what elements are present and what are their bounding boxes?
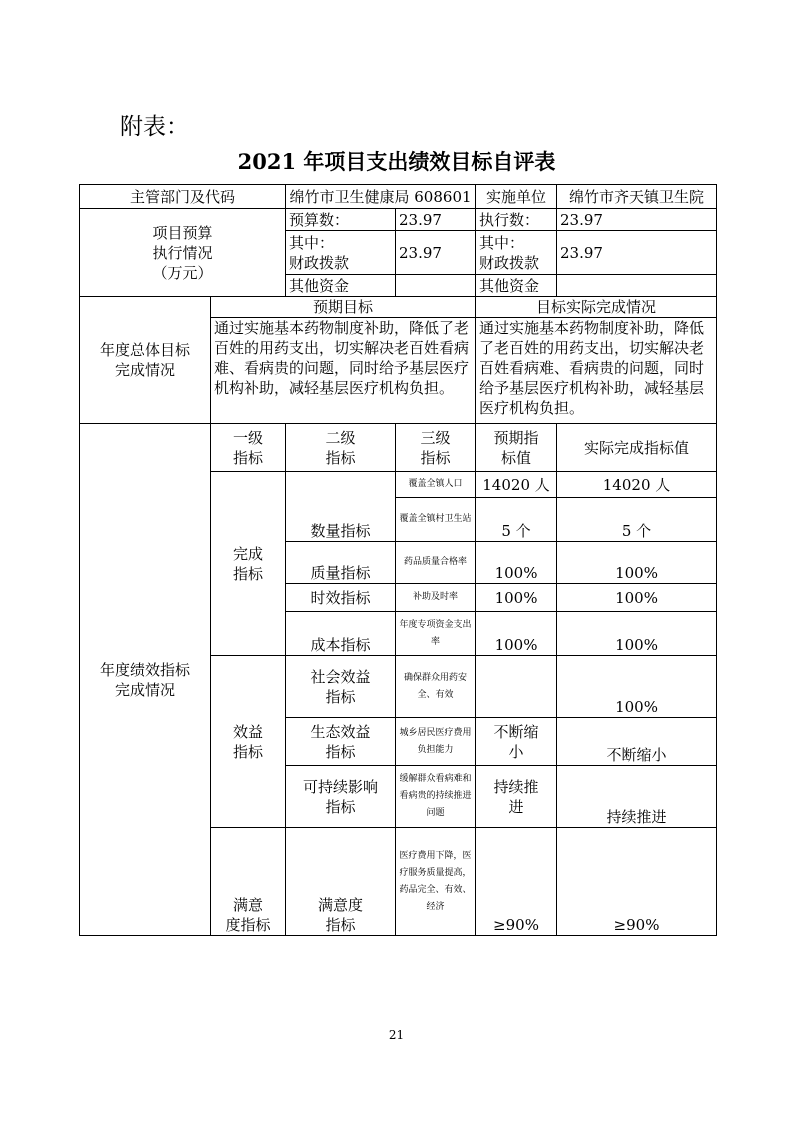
satisfaction-level2	[286, 828, 396, 936]
fiscal-budget-label-line1: 其中：	[289, 233, 335, 252]
social-benefit-line1: 社会效益	[310, 667, 371, 686]
cost-indicator: 成本指标	[286, 612, 396, 656]
budget-label-line1: 项目预算	[152, 223, 213, 242]
expected-value: 100%	[476, 612, 557, 656]
satisfaction-label-line1: 满意	[233, 896, 264, 914]
page-number: 21	[388, 1028, 405, 1042]
other-funds-exec-value	[557, 275, 717, 297]
budget-label-line3: （万元）	[152, 263, 213, 282]
expected-value: 100%	[476, 584, 557, 612]
sustainability-indicator	[286, 766, 396, 828]
completion-indicator-label	[211, 472, 286, 656]
level3-cell: 医疗费用下降，医疗服务质量提高，药品完全、有效、经济	[396, 828, 476, 936]
ecological-benefit-line1: 生态效益	[310, 722, 371, 741]
annual-goal-label	[80, 297, 211, 424]
actual-value: 5 个	[557, 498, 717, 542]
col-level1-header	[211, 424, 286, 472]
actual-value: 持续推进	[557, 766, 717, 828]
fiscal-exec-label-line2: 财政拨款	[479, 253, 540, 272]
level3-cell: 缓解群众看病难和看病贵的持续推进问题	[396, 766, 476, 828]
actual-value: 100%	[557, 612, 717, 656]
fiscal-exec-value: 23.97	[557, 231, 717, 275]
col-level3-header-line2: 指标	[420, 448, 451, 467]
expected-value	[476, 766, 557, 828]
other-funds-value	[396, 275, 476, 297]
col-actual-header: 实际完成指标值	[557, 424, 717, 472]
impl-label: 实施单位	[476, 185, 557, 209]
dept-value: 绵竹市卫生健康局 608601	[286, 185, 476, 209]
expected-value: ≥90%	[476, 828, 557, 936]
benefit-label-line2: 指标	[233, 742, 264, 761]
ecological-benefit-indicator	[286, 718, 396, 766]
indicators-section-label	[80, 424, 211, 936]
satisfaction-label-line2: 度指标	[225, 916, 271, 934]
col-expected-header	[476, 424, 557, 472]
expected-value: 5 个	[476, 498, 557, 542]
col-level1-header-line1: 一级	[233, 428, 264, 447]
indicators-section-label-line2: 完成情况	[114, 680, 175, 699]
fiscal-exec-label-line1: 其中：	[479, 233, 525, 252]
timeliness-indicator: 时效指标	[286, 584, 396, 612]
actual-value: ≥90%	[557, 828, 717, 936]
benefit-label-line1: 效益	[233, 722, 264, 741]
page-title: 2021 年项目支出绩效目标自评表	[237, 149, 556, 174]
budget-amount-value: 23.97	[396, 209, 476, 231]
level3-cell: 年度专项资金支出率	[396, 612, 476, 656]
indicators-section-label-line1: 年度绩效指标	[99, 660, 190, 679]
benefit-indicator-label	[211, 656, 286, 828]
annex-label: 附表：	[120, 114, 189, 140]
level3-cell: 药品质量合格率	[396, 542, 476, 584]
level3-cell: 覆盖全镇人口	[396, 472, 476, 498]
expected-value-line2: 小	[508, 742, 524, 761]
col-level2-header-line2: 指标	[325, 448, 356, 467]
satisfaction-level2-line2: 指标	[325, 916, 356, 934]
self-evaluation-table	[79, 184, 717, 936]
quantity-indicator: 数量指标	[286, 472, 396, 542]
expected-goal-text: 通过实施基本药物制度补助，降低了老百姓的用药支出，切实解决老百姓看病难、看病贵的问题，同时给予基层医疗机构补助，减轻基层医疗机构负担。	[211, 318, 476, 424]
dept-label: 主管部门及代码	[80, 185, 286, 209]
actual-value: 100%	[557, 656, 717, 718]
exec-amount-value: 23.97	[557, 209, 717, 231]
exec-amount-label: 执行数：	[476, 209, 557, 231]
impl-value: 绵竹市齐天镇卫生院	[557, 185, 717, 209]
col-expected-header-line2: 标值	[501, 448, 532, 467]
satisfaction-indicator-label	[211, 828, 286, 936]
level3-cell: 补助及时率	[396, 584, 476, 612]
fiscal-exec-label	[476, 231, 557, 275]
actual-goal-header: 目标实际完成情况	[476, 297, 717, 318]
col-level3-header	[396, 424, 476, 472]
annual-goal-label-line2: 完成情况	[114, 361, 175, 379]
social-benefit-indicator	[286, 656, 396, 718]
actual-goal-text: 通过实施基本药物制度补助，降低了老百姓的用药支出，切实解决老百姓看病难、看病贵的问题，同时给予基层医疗机构补助，减轻基层医疗机构负担。	[476, 318, 717, 424]
level3-cell: 城乡居民医疗费用负担能力	[396, 718, 476, 766]
actual-value: 100%	[557, 542, 717, 584]
fiscal-budget-label-line2: 财政拨款	[289, 253, 350, 272]
sustainability-line2: 指标	[325, 797, 356, 816]
completion-label-line2: 指标	[233, 564, 264, 583]
expected-value-line2: 进	[508, 797, 524, 816]
actual-value: 不断缩小	[557, 718, 717, 766]
budget-amount-label: 预算数：	[286, 209, 396, 231]
level3-cell: 覆盖全镇村卫生站	[396, 498, 476, 542]
level3-cell: 确保群众用药安全、有效	[396, 656, 476, 718]
quality-indicator: 质量指标	[286, 542, 396, 584]
expected-value: 100%	[476, 542, 557, 584]
ecological-benefit-line2: 指标	[325, 742, 356, 761]
sustainability-line1: 可持续影响	[303, 777, 379, 796]
expected-value-line1: 不断缩	[493, 722, 539, 741]
col-level3-header-line1: 三级	[420, 428, 451, 447]
col-level2-header-line1: 二级	[325, 428, 356, 447]
budget-label-line2: 执行情况	[152, 243, 213, 262]
fiscal-budget-value: 23.97	[396, 231, 476, 275]
expected-value	[476, 718, 557, 766]
actual-value: 14020 人	[557, 472, 717, 498]
expected-goal-header: 预期目标	[211, 297, 476, 318]
col-level1-header-line2: 指标	[233, 448, 264, 467]
fiscal-budget-label	[286, 231, 396, 275]
expected-value: 14020 人	[476, 472, 557, 498]
expected-value-line1: 持续推	[493, 777, 539, 796]
budget-label	[80, 209, 286, 297]
col-level2-header	[286, 424, 396, 472]
satisfaction-level2-line1: 满意度	[318, 896, 364, 914]
col-expected-header-line1: 预期指	[493, 428, 539, 447]
other-funds-label: 其他资金	[286, 275, 396, 297]
completion-label-line1: 完成	[233, 544, 264, 563]
annual-goal-label-line1: 年度总体目标	[99, 341, 190, 359]
social-benefit-line2: 指标	[325, 687, 356, 706]
actual-value: 100%	[557, 584, 717, 612]
other-funds-exec-label: 其他资金	[476, 275, 557, 297]
expected-value	[476, 656, 557, 718]
